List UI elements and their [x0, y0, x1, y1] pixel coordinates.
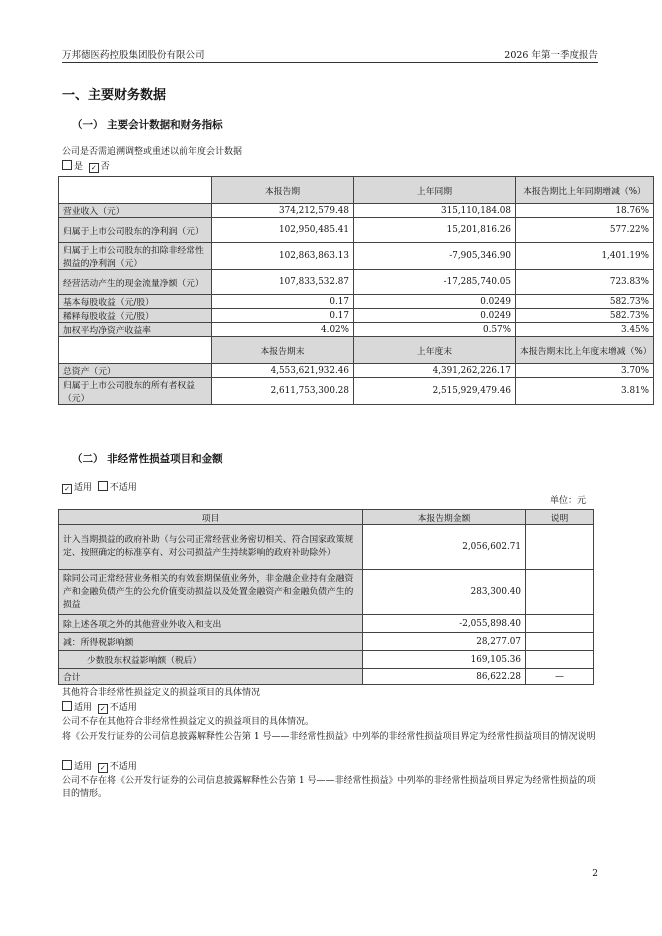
section-title: 一、主要财务数据	[62, 88, 167, 103]
checkbox-yes[interactable]	[62, 160, 72, 170]
checkbox-applicable[interactable]	[62, 760, 72, 770]
table-header-row: 项目 本报告期金额 说明	[59, 510, 594, 525]
table-row: 除上述各项之外的其他营业外收入和支出 -2,055,898.40	[59, 615, 594, 633]
non-recurring-table	[58, 509, 594, 685]
checkbox-not-applicable[interactable]	[98, 481, 108, 491]
table-row: 营业收入（元） 374,212,579.48 315,110,184.08 18.76%	[59, 204, 654, 218]
unit-label: 单位：元	[549, 496, 586, 506]
note2-options: 适用 ✓ 不适用	[62, 760, 137, 774]
header-report-title: 2026 年第一季度报告	[504, 50, 598, 61]
subsection-title-1: （一） 主要会计数据和财务指标	[72, 119, 223, 131]
table-header-row: 本报告期 上年同期 本报告期比上年同期增减（%）	[59, 177, 654, 204]
page-number: 2	[592, 869, 598, 879]
note1-options: 适用 ✓ 不适用	[62, 701, 137, 715]
subsection-title-2: （二） 非经常性损益项目和金额	[72, 453, 223, 465]
retro-options: 是 ✓ 否	[62, 160, 110, 174]
note1-text: 公司不存在其他符合非经常性损益定义的损益项目的具体情况。	[62, 717, 315, 727]
checkbox-no-checked[interactable]: ✓	[89, 163, 99, 173]
table-row: 少数股东权益影响额（税后） 169,105.36	[59, 651, 594, 669]
table-row: 加权平均净资产收益率 4.02% 0.57% 3.45%	[59, 323, 654, 337]
table-row: 归属于上市公司股东的扣除非经常性损益的净利润（元） 102,863,863.13 -7,905,346.90 1,401.19%	[59, 243, 654, 270]
table-row: 归属于上市公司股东的净利润（元） 102,950,485.41 15,201,816.26 577.22%	[59, 218, 654, 243]
note1-title: 其他符合非经常性损益定义的损益项目的具体情况	[62, 688, 261, 698]
table-row: 基本每股收益（元/股） 0.17 0.0249 582.73%	[59, 295, 654, 309]
header-company: 万邦德医药控股集团股份有限公司	[62, 50, 205, 61]
checkbox-not-applicable-checked[interactable]: ✓	[98, 763, 108, 773]
checkbox-not-applicable-checked[interactable]: ✓	[98, 704, 108, 714]
table-row: 除同公司正常经营业务相关的有效套期保值业务外，非金融企业持有金融资产和金融负债产生的公允价值变动损益以及处置金融资产和金融负债产生的损益 283,300.40	[59, 570, 594, 615]
applicable-options: ✓ 适用 不适用	[62, 481, 137, 495]
note2-title: 将《公开发行证券的公司信息披露解释性公告第 1 号——非经常性损益》中列举的非经常性损益项目界定为经常性损益项目的情况说明	[62, 732, 596, 742]
note2-text: 公司不存在将《公开发行证券的公司信息披露解释性公告第 1 号——非经常性损益》中列举的非经常性损益项目界定为经常性损益的项目的情形。	[62, 776, 596, 799]
table-row: 计入当期损益的政府补助（与公司正常经营业务密切相关、符合国家政策规定、按照确定的标准享有、对公司损益产生持续影响的政府补助除外） 2,056,602.71	[59, 525, 594, 570]
header-rule	[62, 62, 598, 63]
table-row: 减：所得税影响额 28,277.07	[59, 633, 594, 651]
table-row: 归属于上市公司股东的所有者权益（元） 2,611,753,300.28 2,515,929,479.46 3.81%	[59, 378, 654, 405]
financial-data-table	[58, 176, 654, 405]
retro-question: 公司是否需追溯调整或重述以前年度会计数据	[62, 147, 243, 157]
table-row: 稀释每股收益（元/股） 0.17 0.0249 582.73%	[59, 309, 654, 323]
table-row: 经营活动产生的现金流量净额（元） 107,833,532.87 -17,285,740.05 723.83%	[59, 270, 654, 295]
table-header-row: 本报告期末 上年度末 本报告期末比上年度末增减（%）	[59, 337, 654, 364]
table-row: 合计 86,622.28 —	[59, 669, 594, 685]
checkbox-applicable[interactable]	[62, 701, 72, 711]
table-row: 总资产（元） 4,553,621,932.46 4,391,262,226.17 3.70%	[59, 364, 654, 378]
checkbox-applicable-checked[interactable]: ✓	[62, 484, 72, 494]
